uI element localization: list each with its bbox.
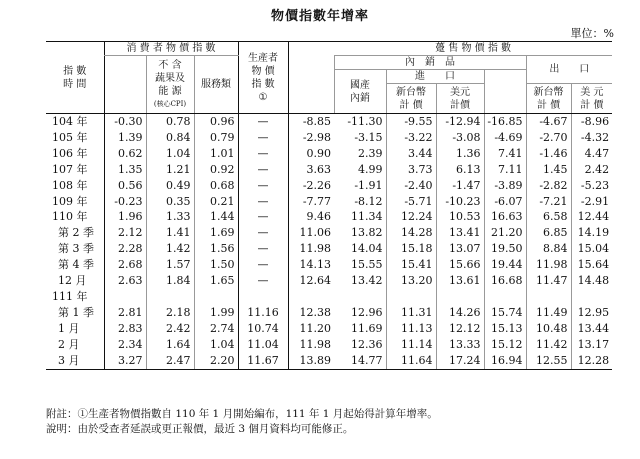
table-cell: 13.07 [436, 241, 484, 257]
footnotes [46, 407, 438, 436]
table-cell: 15.41 [386, 257, 436, 273]
header-import-ntd-line2: 計 價 [399, 99, 423, 111]
table-cell: 21.20 [484, 225, 526, 241]
table-cell: — [238, 209, 288, 225]
table-cell: 17.24 [436, 353, 484, 369]
header-import-usd-line1: 美元 [450, 86, 471, 98]
row-label: 111 年 [52, 289, 88, 303]
header-ppi-line1: 生產者 [248, 52, 279, 64]
table-cell: 16.63 [484, 209, 526, 225]
table-cell: 2.42 [571, 162, 612, 178]
table-cell: 1.04 [146, 146, 194, 162]
table-cell: 2.39 [358, 146, 383, 160]
table-cell: — [238, 114, 288, 130]
table-row [46, 178, 612, 194]
table-cell: — [238, 130, 288, 146]
header-wpi-group: 躉 售 物 價 指 數 [334, 42, 612, 56]
table-cell: -1.46 [526, 146, 571, 162]
header-export-usd-line2: 計 價 [580, 99, 604, 111]
table-cell: 2.42 [146, 321, 194, 337]
table-cell: 3.44 [386, 146, 436, 162]
row-label: 104 年 [52, 115, 88, 128]
row-label: 105 年 [52, 130, 88, 144]
table-cell: 14.26 [436, 305, 484, 321]
table-cell: 10.53 [436, 209, 484, 225]
table-cell: 7.11 [484, 162, 526, 178]
table-row [46, 209, 612, 225]
table-cell: 1.33 [146, 209, 194, 225]
header-period-line1: 指 數 [63, 65, 87, 77]
table-cell: 13.17 [571, 337, 612, 353]
table-cell: 12.55 [526, 353, 571, 369]
table-cell: -6.07 [484, 194, 526, 210]
table-cell: 11.69 [351, 321, 383, 335]
header-cpi-group: 消 費 者 物 價 指 數 [104, 42, 238, 56]
table-cell: -2.98 [288, 130, 334, 146]
table-row [46, 114, 612, 130]
table-cell: 9.46 [288, 209, 334, 225]
table-cell: 12.28 [571, 353, 612, 369]
table-cell: 0.21 [194, 194, 238, 210]
table-cell: 2.63 [104, 273, 146, 289]
table-cell: 1.96 [104, 209, 146, 225]
table-cell: -1.47 [436, 178, 484, 194]
row-label: 108 年 [52, 178, 88, 192]
table-row [46, 241, 612, 257]
table-cell: 11.98 [288, 337, 334, 353]
table-cell: 11.06 [288, 225, 334, 241]
table-row [46, 337, 612, 353]
table-row [46, 257, 612, 273]
table-cell: -3.89 [484, 178, 526, 194]
table-cell: 1.01 [194, 146, 238, 162]
table-cell: -3.08 [436, 130, 484, 146]
table-cell: 1.41 [146, 225, 194, 241]
table-cell: 13.44 [571, 321, 612, 337]
table-cell: 10.48 [526, 321, 571, 337]
table-cell [436, 289, 484, 305]
table-cell: 0.84 [146, 130, 194, 146]
table-cell: 13.89 [288, 353, 334, 369]
table-cell: 3.27 [104, 353, 146, 369]
table-cell: -0.23 [104, 194, 146, 210]
table-cell: 1.42 [146, 241, 194, 257]
table-cell: 0.92 [194, 162, 238, 178]
table-row [46, 353, 612, 369]
table-cell: 1.57 [146, 257, 194, 273]
table-cell: 15.13 [484, 321, 526, 337]
table-cell: 12.64 [288, 273, 334, 289]
table-cell: 12.38 [288, 305, 334, 321]
table-cell: 2.83 [104, 321, 146, 337]
header-export-usd-line1: 美 元 [580, 86, 604, 98]
table-cell: 11.16 [238, 305, 288, 321]
table-cell: -5.71 [386, 194, 436, 210]
header-import-ntd [386, 84, 436, 114]
header-domestic-products-line1: 國產 [350, 79, 371, 91]
table-cell: 13.33 [436, 337, 484, 353]
table-cell: -8.96 [571, 114, 612, 130]
table-cell: 14.19 [571, 225, 612, 241]
table-cell: 16.68 [484, 273, 526, 289]
table-cell: 19.50 [484, 241, 526, 257]
table-cell: 1.64 [146, 337, 194, 353]
table-row [46, 273, 612, 289]
row-label: 第 3 季 [58, 242, 94, 256]
table-cell: — [238, 225, 288, 241]
table-cell [526, 289, 571, 305]
table-cell: -4.32 [571, 130, 612, 146]
table-cell: -5.23 [571, 178, 612, 194]
table-cell: 1.39 [104, 130, 146, 146]
table-cell: 8.84 [526, 241, 571, 257]
table-cell: 1.69 [194, 225, 238, 241]
table-cell: 10.74 [238, 321, 288, 337]
table-row [46, 146, 612, 162]
table-row [46, 321, 612, 337]
footnote-2: 說明：由於受查者延誤或更正報價，最近 3 個月資料均可能修正。 [46, 422, 354, 435]
header-ppi-line3: 指 數 [251, 78, 275, 90]
table-cell: -2.82 [526, 178, 571, 194]
table-cell: 11.67 [238, 353, 288, 369]
table-cell: -2.40 [386, 178, 436, 194]
table-row [46, 289, 612, 305]
header-imports: 進 口 [386, 70, 484, 84]
table-cell: 7.41 [484, 146, 526, 162]
table-cell: 0.96 [194, 114, 238, 130]
table-cell: — [238, 178, 288, 194]
table-cell [146, 289, 194, 305]
table-cell: -8.12 [354, 194, 383, 208]
table-cell: 1.35 [104, 162, 146, 178]
table-cell: -9.55 [386, 114, 436, 130]
table-cell: 12.95 [571, 305, 612, 321]
header-import-ntd-line1: 新台幣 [396, 86, 427, 98]
table-cell: -4.67 [526, 114, 571, 130]
header-cpi-blank [104, 56, 146, 114]
table-cell: -10.23 [436, 194, 484, 210]
table-cell: 14.28 [386, 225, 436, 241]
row-label: 107 年 [52, 162, 88, 176]
header-cpi-core-line3: 能 源 [158, 85, 182, 97]
table-cell: -0.30 [104, 114, 146, 130]
table-cell [238, 289, 288, 305]
table-cell: 2.34 [104, 337, 146, 353]
table-cell: 1.36 [436, 146, 484, 162]
table-cell: 15.04 [571, 241, 612, 257]
header-domestic-products [334, 70, 386, 114]
table-cell: 2.68 [104, 257, 146, 273]
header-exports: 出 口 [526, 56, 612, 84]
table-cell [484, 289, 526, 305]
row-label: 12 月 [58, 274, 87, 288]
table-cell: 16.94 [484, 353, 526, 369]
table-cell: — [238, 273, 288, 289]
table-row [46, 305, 612, 321]
table-cell: 19.44 [484, 257, 526, 273]
header-cpi-core-line1: 不 含 [158, 59, 182, 71]
table-cell: — [238, 257, 288, 273]
table-cell: -7.21 [526, 194, 571, 210]
table-cell: 2.47 [146, 353, 194, 369]
table-cell: 2.18 [146, 305, 194, 321]
header-domestic-products-line2: 內銷 [350, 92, 371, 104]
table-cell: -16.85 [484, 114, 526, 130]
table-cell: — [238, 194, 288, 210]
table-cell: 11.34 [351, 210, 383, 224]
table-header [46, 42, 612, 114]
table-cell: 1.99 [194, 305, 238, 321]
table-cell: 11.98 [288, 241, 334, 257]
table-cell: 1.45 [526, 162, 571, 178]
table-cell: 12.24 [386, 209, 436, 225]
table-cell: -2.91 [571, 194, 612, 210]
table-cell [386, 289, 436, 305]
table-cell: 4.47 [571, 146, 612, 162]
table-cell: 0.79 [194, 130, 238, 146]
table-cell: 2.20 [194, 353, 238, 369]
header-export-ntd-line1: 新台幣 [533, 86, 564, 98]
table-cell: 13.42 [351, 274, 383, 288]
table-cell: 11.31 [386, 305, 436, 321]
table-cell: 0.90 [288, 146, 334, 162]
table-cell: 0.78 [146, 114, 194, 130]
page-title: 物價指數年增率 [270, 9, 369, 24]
table-row [46, 162, 612, 178]
table-cell: 12.36 [351, 337, 383, 351]
header-export-usd [571, 84, 612, 114]
table-cell: 3.73 [386, 162, 436, 178]
price-index-table [46, 41, 612, 370]
table-cell: 15.66 [436, 257, 484, 273]
table-cell: 13.82 [351, 226, 383, 240]
table-cell [288, 289, 334, 305]
table-cell: 1.44 [194, 209, 238, 225]
table-cell: 14.13 [288, 257, 334, 273]
table-cell: — [238, 162, 288, 178]
row-label: 2 月 [58, 337, 80, 351]
table-cell: 6.85 [526, 225, 571, 241]
table-cell: 13.61 [436, 273, 484, 289]
table-cell: 11.14 [386, 337, 436, 353]
table-cell: 15.55 [351, 258, 383, 272]
table-cell: 11.64 [386, 353, 436, 369]
table-cell: -8.85 [288, 114, 334, 130]
header-ppi [238, 42, 288, 114]
row-label: 3 月 [46, 353, 104, 369]
table-cell: 11.20 [288, 321, 334, 337]
header-export-ntd-line2: 計 價 [536, 99, 561, 111]
table-cell: 15.74 [484, 305, 526, 321]
table-cell: 6.13 [436, 162, 484, 178]
row-label: 110 年 [52, 210, 88, 224]
table-cell: -3.22 [386, 130, 436, 146]
table-cell: 0.49 [146, 178, 194, 194]
table-row [46, 194, 612, 210]
table-cell [194, 289, 238, 305]
table-cell: 4.99 [358, 162, 383, 176]
table-body [46, 114, 612, 370]
table-cell: 12.12 [436, 321, 484, 337]
table-cell: 11.13 [386, 321, 436, 337]
table-cell: 15.18 [386, 241, 436, 257]
header-wpi-spacer [484, 70, 526, 84]
table-cell: 13.41 [436, 225, 484, 241]
table-cell: 1.65 [194, 273, 238, 289]
header-export-ntd [526, 84, 571, 114]
table-cell: 11.49 [526, 305, 571, 321]
header-wpi-blank [288, 42, 334, 114]
table-cell: 12.44 [571, 209, 612, 225]
table-cell: — [238, 241, 288, 257]
header-ppi-line2: 物 價 [251, 65, 275, 77]
table-cell: 3.63 [288, 162, 334, 178]
table-row [46, 225, 612, 241]
table-cell: 11.04 [238, 337, 288, 353]
row-label: 第 4 季 [58, 258, 94, 272]
table-cell: -2.70 [526, 130, 571, 146]
table-cell: — [238, 146, 288, 162]
header-services: 服務類 [194, 56, 238, 114]
unit-label: 單位：% [570, 27, 614, 40]
footnote-1: 附註：①生產者物價指數自 110 年 1 月開始編布，111 年 1 月起始得計算年增率。 [46, 408, 438, 420]
table-cell: 12.96 [351, 305, 383, 319]
table-cell: 2.81 [104, 305, 146, 321]
table-cell: 14.48 [571, 273, 612, 289]
table-cell: -12.94 [436, 114, 484, 130]
table-cell: -7.77 [288, 194, 334, 210]
table-cell: 1.84 [146, 273, 194, 289]
header-period-line2: 時 間 [63, 78, 87, 90]
table-cell: 1.56 [194, 241, 238, 257]
header-ppi-note: ① [258, 91, 268, 103]
table-cell: 6.58 [526, 209, 571, 225]
table-cell: 0.35 [146, 194, 194, 210]
table-cell: -1.91 [354, 178, 383, 192]
table-cell: -4.69 [484, 130, 526, 146]
table-cell: 13.20 [386, 273, 436, 289]
row-label: 第 2 季 [58, 226, 94, 240]
table-cell: 0.56 [104, 178, 146, 194]
row-label: 1 月 [58, 321, 80, 335]
header-domestic-sales: 內 銷 品 [334, 56, 526, 70]
table-cell: -3.15 [354, 130, 383, 144]
table-cell: 1.50 [194, 257, 238, 273]
table-cell: 2.12 [104, 225, 146, 241]
table-cell: 0.62 [104, 146, 146, 162]
table-cell: 2.74 [194, 321, 238, 337]
table-cell [334, 289, 386, 305]
header-import-usd [436, 84, 484, 114]
table-cell: 1.04 [194, 337, 238, 353]
table-cell: -11.30 [347, 115, 383, 128]
table-cell: -2.26 [288, 178, 334, 194]
table-cell: 14.77 [334, 353, 386, 369]
header-import-usd-line2: 計價 [450, 99, 471, 111]
row-label: 第 1 季 [58, 305, 94, 319]
header-cpi-core-line2: 蔬果及 [155, 72, 185, 84]
table-cell: 15.64 [571, 257, 612, 273]
table-cell: 0.68 [194, 178, 238, 194]
header-cpi-core-note: (核心CPI) [153, 99, 187, 108]
table-cell: 11.98 [526, 257, 571, 273]
table-cell [571, 289, 612, 305]
row-label: 106 年 [52, 146, 88, 160]
header-wpi-spacer-2 [484, 84, 526, 114]
row-label: 109 年 [52, 194, 88, 208]
table-cell: 11.42 [526, 337, 571, 353]
header-period [46, 42, 104, 114]
table-row [46, 130, 612, 146]
header-cpi-core [146, 56, 194, 114]
table-cell: 2.28 [104, 241, 146, 257]
table-cell [104, 289, 146, 305]
table-cell: 15.12 [484, 337, 526, 353]
table-cell: 1.21 [146, 162, 194, 178]
table-cell: 11.47 [526, 273, 571, 289]
table-cell: 14.04 [351, 242, 383, 256]
